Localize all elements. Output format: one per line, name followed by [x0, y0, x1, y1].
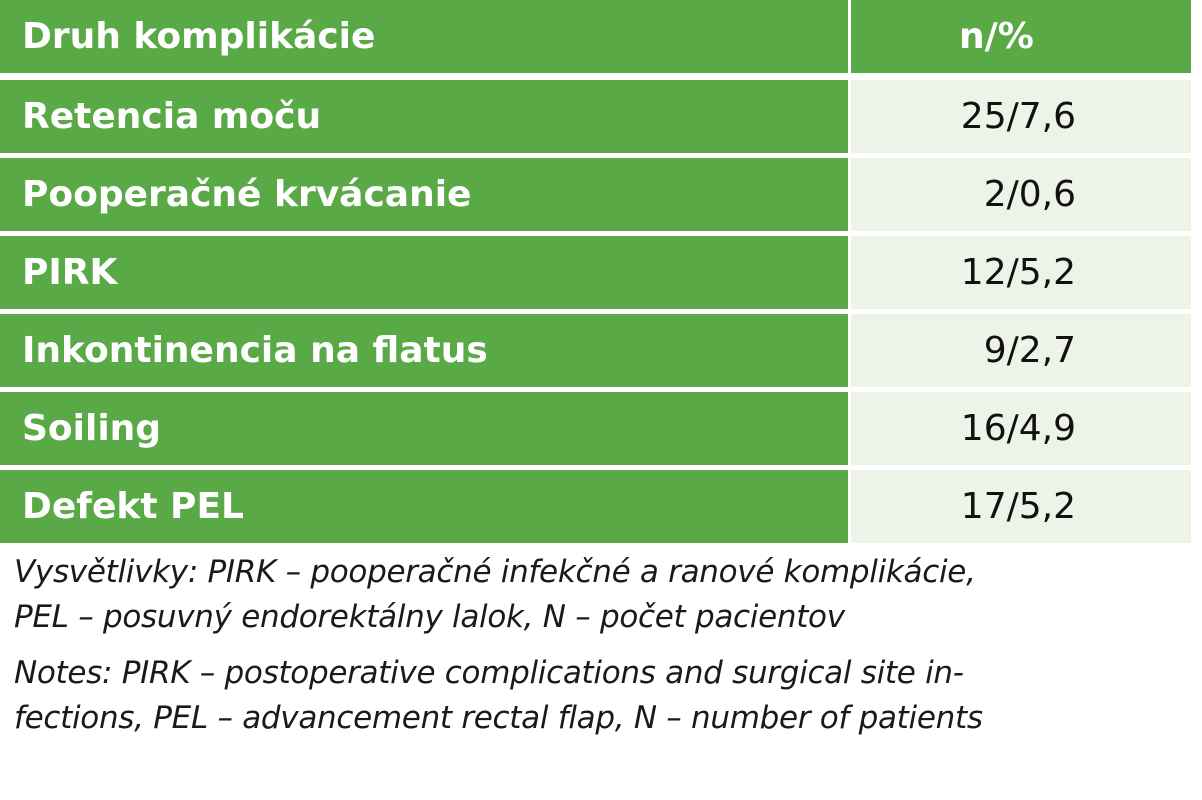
- row-label: Retencia moču: [0, 80, 848, 153]
- table-row: [0, 80, 1202, 153]
- row-value: 17/5,2: [851, 470, 1191, 543]
- table-notes: [14, 550, 1194, 741]
- row-label: PIRK: [0, 236, 848, 309]
- row-value: 12/5,2: [851, 236, 1191, 309]
- table-row: [0, 158, 1202, 231]
- table-row: [0, 392, 1202, 465]
- row-value: 25/7,6: [851, 80, 1191, 153]
- note-en-line-2: fections, PEL – advancement rectal flap, N – number of patients: [14, 700, 983, 736]
- table-row: [0, 236, 1202, 309]
- header-count-percent: n/%: [851, 0, 1191, 73]
- row-label: Inkontinencia na flatus: [0, 314, 848, 387]
- row-value: 9/2,7: [851, 314, 1191, 387]
- note-sk-line-1: Vysvětlivky: PIRK – pooperačné infekčné a ranové komplikácie,: [14, 554, 976, 590]
- table-header-row: [0, 0, 1202, 73]
- row-value: 16/4,9: [851, 392, 1191, 465]
- table-row: [0, 470, 1202, 543]
- row-label: Pooperačné krvácanie: [0, 158, 848, 231]
- row-value: 2/0,6: [851, 158, 1191, 231]
- header-complication-type: Druh komplikácie: [0, 0, 848, 73]
- note-en-block: [14, 651, 1194, 741]
- table-row: [0, 314, 1202, 387]
- note-en-line-1: Notes: PIRK – postoperative complications and surgical site in-: [14, 655, 964, 691]
- note-sk-line-2: PEL – posuvný endorektálny lalok, N – počet pacientov: [14, 599, 845, 635]
- row-label: Soiling: [0, 392, 848, 465]
- row-label: Defekt PEL: [0, 470, 848, 543]
